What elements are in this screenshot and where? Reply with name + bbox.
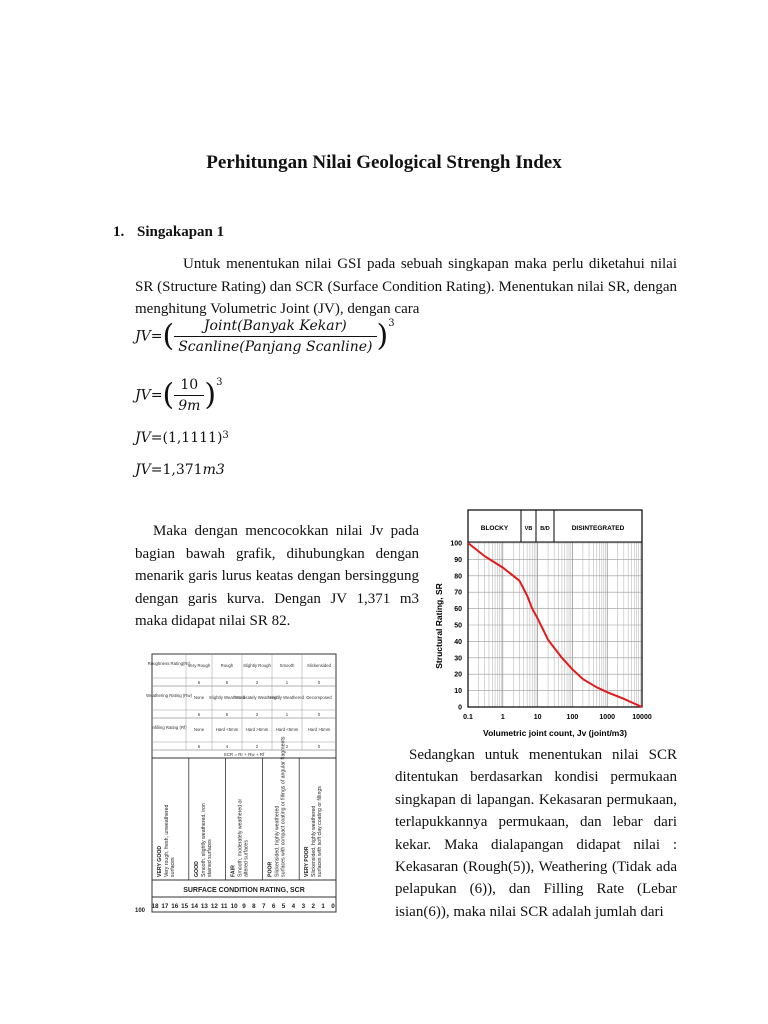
eq2-fraction: [174, 377, 204, 414]
scr-class-desc: Smooth, moderately weathered or: [237, 798, 244, 877]
scr-cell: Slickensided: [306, 663, 332, 668]
sr-ytick-label: 90: [454, 556, 462, 564]
scr-class-name: VERY POOR: [304, 846, 311, 877]
scr-score: 2: [285, 744, 289, 749]
scr-class-name: FAIR: [230, 865, 237, 877]
scr-class-column: [194, 803, 213, 877]
eq4-lhs: JV: [135, 462, 151, 478]
scr-class-name: POOR: [267, 861, 274, 877]
scr-class-desc: Slickensided, highly weathered: [274, 805, 281, 877]
sr-chart-xticks: [463, 714, 652, 721]
scr-class-desc: Very rough, fresh, unweathered: [164, 804, 170, 877]
scr-cell: None: [193, 727, 205, 732]
sr-xtick-label: 10000: [632, 714, 652, 721]
scr-score: 6: [197, 680, 201, 685]
eq3-value: 1,1111: [167, 430, 217, 446]
paragraph-sr-reading: Maka dengan mencocokkan nilai Jv pada bagian bawah grafik, dihubungkan dengan menarik garis lurus keatas dengan bersinggung dengan garis kurva. Dengan JV 1,371 m3 maka didapat nilai SR 82.: [135, 523, 419, 629]
scr-class-desc: stained surfaces: [206, 839, 213, 877]
scr-scale-label: 16: [171, 903, 179, 910]
equation-jv-formula: JV=( $\frac{\text{Joint(Banyak Kekar)}}{\text{Scanline(Panjang Scanline)}}$ )$^3$: [135, 318, 395, 355]
scr-formula: SCR = Rr + Rw + Rf: [223, 752, 265, 757]
sr-ytick-label: 40: [454, 638, 462, 646]
scr-score: 5: [225, 680, 229, 685]
eq2-numerator: 10: [174, 377, 204, 396]
sr-chart-ylabel: Structural Rating, SR: [434, 583, 444, 669]
scr-class-desc: surfaces with soft clay coating or fillings: [317, 786, 324, 877]
scr-class-desc: surfaces with compact coating or fillings of angular fragments: [280, 736, 287, 877]
eq2-denominator: 9m: [178, 398, 201, 414]
scr-score: 0: [317, 712, 321, 717]
scr-scale-label: 10: [230, 903, 238, 910]
sr-xtick-label: 100: [566, 714, 579, 721]
sr-xtick-label: 1000: [599, 714, 615, 721]
scr-scale-label: 4: [291, 903, 296, 910]
sr-ytick-label: 10: [454, 688, 462, 696]
scr-scale-label: 8: [252, 903, 256, 910]
scr-cell: Slightly Rough: [243, 663, 271, 668]
scr-class-column: [157, 805, 176, 877]
sr-band-label: DISINTEGRATED: [571, 525, 625, 532]
eq1-exponent: 3: [388, 318, 395, 329]
scr-class-name: VERY GOOD: [157, 845, 163, 877]
scr-cell: Slightly Weathered: [209, 695, 245, 700]
scr-corner-label: 100: [135, 908, 146, 914]
scr-scale-label: 13: [200, 903, 208, 910]
scr-scale-label: 6: [271, 903, 276, 910]
eq3-lhs: JV: [135, 430, 151, 446]
scr-class-name: GOOD: [193, 861, 200, 877]
sr-ytick-label: 50: [454, 622, 462, 630]
sr-ytick-label: 30: [454, 655, 462, 663]
scr-score: 5: [225, 712, 229, 717]
paragraph-intro: Untuk menentukan nilai GSI pada sebuah singkapan maka perlu diketahui nilai SR (Structure Rating) dan SCR (Surface Condition Rating). Menentukan nilai SR, dengan menghitung Volumetric Joint (JV), dengan cara: [135, 256, 677, 317]
eq2-lhs: JV: [135, 387, 151, 404]
scr-score: 0: [317, 680, 321, 685]
section-label: Singakapan 1: [137, 224, 225, 240]
scr-class-desc: Smooth, slightly weathered, iron: [200, 803, 207, 877]
eq1-denominator: Scanline(Panjang Scanline): [178, 339, 373, 355]
scr-score: 4: [225, 744, 229, 749]
scr-score: 6: [197, 744, 201, 749]
section-number: 1.: [113, 224, 125, 240]
scr-score: 1: [285, 680, 289, 685]
scr-scale-label: 11: [220, 903, 228, 910]
scr-axis-label: SURFACE CONDITION RATING, SCR: [183, 887, 305, 894]
scr-cell: Smooth: [279, 663, 295, 668]
scr-cell: Hard >5mm: [245, 727, 269, 732]
scr-scale-label: 18: [151, 903, 159, 910]
sr-chart-xlabel: Volumetric joint count, Jv (joint/m3): [483, 728, 627, 738]
eq2-exponent: 3: [216, 377, 223, 388]
paragraph-scr: Sedangkan untuk menentukan nilai SCR ditentukan berdasarkan kondisi permukaan singkapan di lapangan. Kekasaran permukaan, terlapukkannya permukaan, dan lebar dari kekar. Maka dialapangan didapat nilai : Kekasaran (Rough(5)), Weathering (Tidak ada pelapukan (6)), dan Filling Rate (Lebar isian(6)), maka nilai SCR adalah jumlah dari: [395, 747, 677, 920]
equation-jv-substitution: JV=( $\frac{10}{9m}$ )$^3$: [135, 377, 223, 414]
scr-scale-label: 1: [321, 903, 325, 910]
scr-score: 0: [317, 744, 321, 749]
eq3-exponent: 3: [222, 430, 229, 441]
scr-scale-label: 17: [161, 903, 169, 910]
scr-class-column: [231, 799, 250, 877]
section-heading: [113, 224, 224, 241]
scr-scale-label: 12: [210, 903, 218, 910]
sr-chart: [432, 506, 656, 744]
scr-row-header: Weathering Rating (Rw): [146, 693, 192, 698]
scr-scale-label: 5: [281, 903, 286, 910]
scr-score: 3: [255, 680, 259, 685]
scr-row-header: Infilling Rating (Rf): [151, 725, 187, 730]
sr-xtick-label: 1: [500, 714, 505, 721]
scr-score: 1: [285, 712, 289, 717]
sr-ytick-label: 80: [454, 573, 462, 581]
eq4-value: 1,371: [162, 462, 203, 478]
eq4-unit: m3: [202, 462, 225, 478]
scr-table-figure: [135, 648, 345, 920]
scr-class-column: [267, 736, 286, 877]
sr-ytick-label: 20: [454, 671, 462, 679]
sr-chart-yticks: [450, 541, 462, 712]
sr-ytick-label: 70: [454, 589, 462, 597]
scr-score: 6: [197, 712, 201, 717]
equation-jv-cube: $JV=(1,1111)^3$: [135, 430, 229, 446]
sr-ytick-label: 100: [450, 540, 462, 548]
scr-score: 2: [255, 744, 259, 749]
scr-scale-label: 2: [311, 903, 315, 910]
page-title: Perhitungan Nilai Geological Strengh Index: [206, 152, 562, 173]
scr-scale-label: 15: [181, 903, 189, 910]
sr-xtick-label: 10: [533, 714, 542, 721]
scr-scale-label: 14: [191, 903, 199, 910]
scr-cell: None: [193, 695, 205, 700]
scr-cell: Hard <5mm: [275, 727, 299, 732]
scr-cell: Hard <5mm: [215, 727, 239, 732]
scr-class-desc: surfaces: [170, 857, 176, 877]
scr-class-column: [304, 786, 323, 877]
scr-row-header: Roughness Rating(Rr): [147, 661, 191, 666]
eq1-lhs: JV: [135, 328, 151, 345]
scr-class-desc: altered surfaces: [243, 840, 250, 877]
scr-scale-label: 7: [262, 903, 266, 910]
scr-scale-label: 3: [301, 903, 306, 910]
scr-scale-label: 9: [242, 903, 246, 910]
scr-score: 3: [255, 712, 259, 717]
eq1-numerator: Joint(Banyak Kekar): [174, 318, 376, 337]
sr-band-label: B/D: [540, 526, 550, 532]
scr-cell: Rough: [220, 663, 234, 668]
scr-cell: Moderately Weathered: [235, 695, 279, 700]
sr-xtick-label: 0.1: [463, 714, 473, 721]
scr-class-desc: Slickensided, highly weathered: [311, 805, 318, 877]
sr-band-label: BLOCKY: [480, 525, 509, 532]
sr-chart-bands: [468, 510, 642, 542]
equation-jv-result: JV=1,371m3: [135, 462, 225, 478]
scr-cell: Hard >5mm: [307, 727, 331, 732]
scr-cell: Highly Weathered: [269, 695, 305, 700]
sr-ytick-label: 60: [454, 606, 462, 614]
scr-scale-label: 0: [331, 903, 335, 910]
scr-cell: Decomposed: [306, 695, 332, 700]
sr-band-label: VB: [524, 526, 533, 532]
scr-cell: Very Rough: [187, 663, 211, 668]
eq1-fraction: [174, 318, 376, 355]
sr-ytick-label: 0: [458, 704, 462, 712]
